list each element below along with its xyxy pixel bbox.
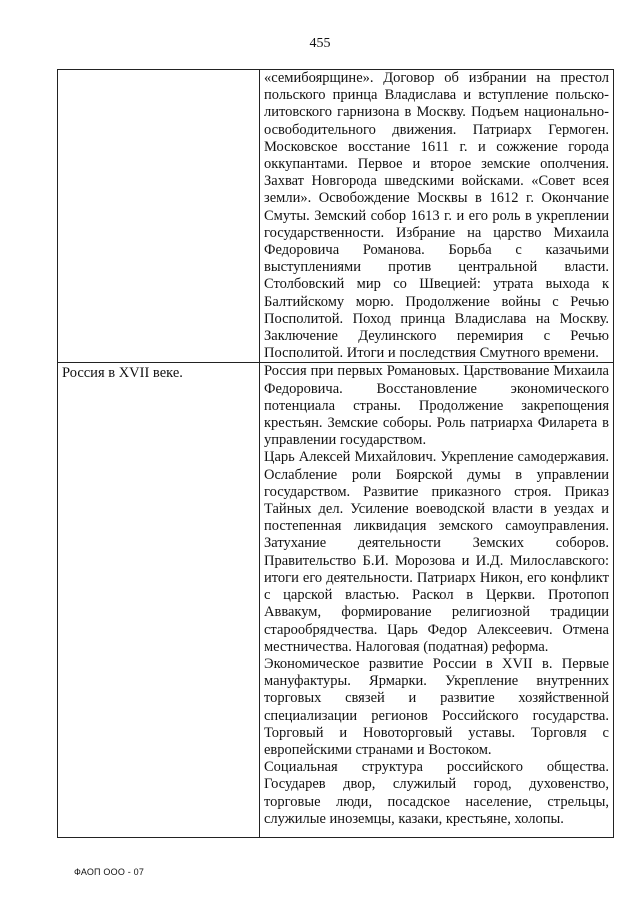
table-row xyxy=(58,70,614,363)
table-row xyxy=(58,363,614,838)
document-code: ФАОП ООО - 07 xyxy=(74,867,145,877)
content-paragraph: Россия при первых Романовых. Царствование Михаила Федоровича. Восстановление экономического потенциала страны. Продолжение закрепощения крестьян. Земские соборы. Роль патриарха Филарета в управлении государством. xyxy=(264,363,609,449)
content-paragraph: Социальная структура российского общества. Государев двор, служилый город, духовенство, торговые люди, посадское население, стрельцы, служилые иноземцы, казаки, крестьяне, холопы. xyxy=(264,759,609,827)
period-cell xyxy=(58,70,260,363)
content-cell xyxy=(260,70,614,363)
page-number: 455 xyxy=(309,36,331,51)
content-paragraph: «семибоярщине». Договор об избрании на престол польского принца Владислава и вступление польско-литовского гарнизона в Москву. Подъем национально-освободительного движения. Патриарх Гермоген. Московское восстание 1611 г. и сожжение города оккупантами. Первое и второе земские ополчения. Захват Новгорода шведскими войсками. «Совет всея земли». Освобождение Москвы в 1612 г. Окончание Смуты. Земский собор 1613 г. и его роль в укреплении государственности. Избрание на царство Михаила Федоровича Романова. Борьба с казачьими выступлениями против центральной власти. Столбовский мир со Швецией: утрата выхода к Балтийскому морю. Продолжение войны с Речью Посполитой. Поход принца Владислава на Москву. Заключение Деулинского перемирия с Речью Посполитой. Итоги и последствия Смутного времени. xyxy=(264,70,609,362)
curriculum-table xyxy=(57,69,614,838)
content-paragraph: Царь Алексей Михайлович. Укрепление самодержавия. Ослабление роли Боярской думы в управлении государством. Развитие приказного строя. Приказ Тайных дел. Усиление воеводской власти в уездах и постепенная ликвидация земского самоуправления. Затухание деятельности Земских соборов. Правительство Б.И. Морозова и И.Д. Милославского: итоги его деятельности. Патриарх Никон, его конфликт с царской властью. Раскол в Церкви. Протопоп Аввакум, формирование религиозной традиции старообрядчества. Царь Федор Алексеевич. Отмена местничества. Налоговая (податная) реформа. xyxy=(264,449,609,655)
content-paragraph: Экономическое развитие России в XVII в. Первые мануфактуры. Ярмарки. Укрепление внутренних торговых связей и развитие хозяйственной специализации регионов Российского государства. Торговый и Новоторговый уставы. Торговля с европейскими странами и Востоком. xyxy=(264,655,609,758)
content-cell xyxy=(260,363,614,838)
period-cell: Россия в XVII веке. xyxy=(58,363,260,838)
